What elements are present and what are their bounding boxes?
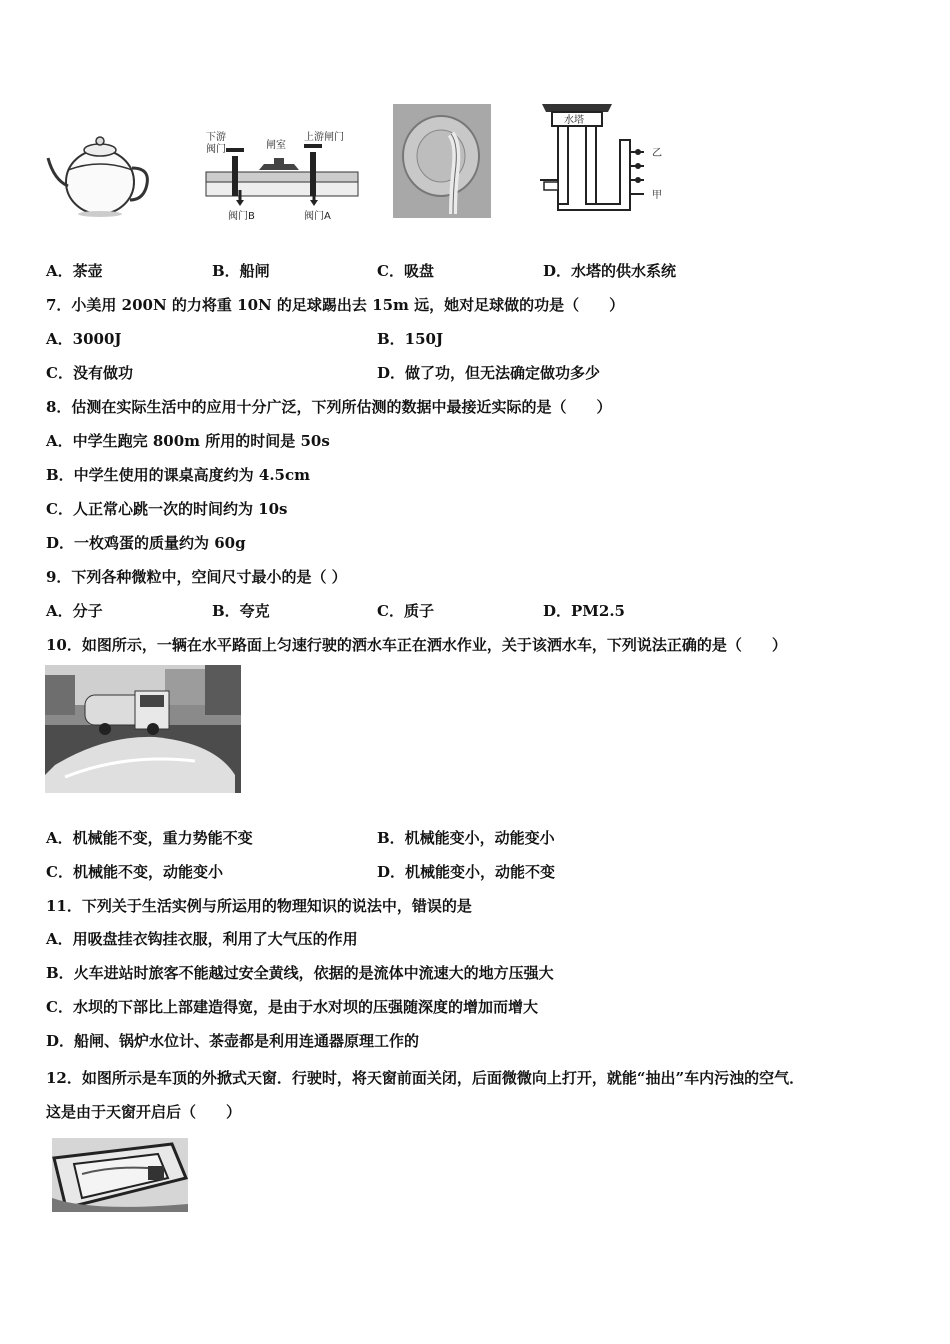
- q10-option-c[interactable]: C．机械能不变，动能变小: [46, 863, 223, 881]
- sunroof-photo: [52, 1138, 188, 1212]
- suction-cup-photo: [393, 104, 491, 218]
- q10-option-d[interactable]: D．机械能变小，动能不变: [377, 863, 556, 881]
- ship-lock-figure: [204, 128, 360, 222]
- q9-option-c[interactable]: C．质子: [377, 602, 434, 620]
- q7-stem: 7．小美用 200N 的力将重 10N 的足球踢出去 15m 远，她对足球做的功是（ ）: [46, 296, 625, 314]
- q11-option-c[interactable]: C．水坝的下部比上部建造得宽，是由于水对坝的压强随深度的增加而增大: [46, 998, 538, 1016]
- q12-stem-line1: 12．如图所示是车顶的外掀式天窗．行驶时，将天窗前面关闭，后面微微向上打开，就能“抽出”车内污浊的空气．: [46, 1069, 805, 1087]
- yi-label: 乙: [652, 148, 662, 159]
- q10-option-a[interactable]: A．机械能不变，重力势能不变: [46, 829, 253, 847]
- q9-stem: 9．下列各种微粒中，空间尺寸最小的是（ ）: [46, 568, 347, 586]
- q6-option-d[interactable]: D．水塔的供水系统: [543, 262, 677, 280]
- q6-option-a[interactable]: A．茶壶: [46, 262, 103, 280]
- water-tower-figure: [538, 100, 678, 214]
- q10-stem: 10．如图所示，一辆在水平路面上匀速行驶的洒水车正在洒水作业，关于该洒水车，下列说法正确的是（ ）: [46, 636, 787, 654]
- q7-option-d[interactable]: D．做了功，但无法确定做功多少: [377, 364, 601, 382]
- valve-b-label: 阀门B: [228, 211, 255, 222]
- q8-option-d[interactable]: D．一枚鸡蛋的质量约为 60g: [46, 534, 246, 552]
- q11-option-d[interactable]: D．船闸、锅炉水位计、茶壶都是利用连通器原理工作的: [46, 1032, 420, 1050]
- chamber-label: 闸室: [266, 140, 286, 151]
- lower-gate-label: 下游: [206, 132, 226, 143]
- sprinkler-truck-photo: [45, 665, 241, 793]
- q9-option-b[interactable]: B．夸克: [212, 602, 270, 620]
- tower-label: 水塔: [564, 115, 584, 126]
- q10-option-b[interactable]: B．机械能变小，动能变小: [377, 829, 555, 847]
- q7-option-a[interactable]: A．3000J: [46, 330, 122, 348]
- q8-option-c[interactable]: C．人正常心跳一次的时间约为 10s: [46, 500, 288, 518]
- q11-option-a[interactable]: A．用吸盘挂衣钩挂衣服，利用了大气压的作用: [46, 930, 358, 948]
- teapot-figure: [44, 128, 154, 220]
- q8-option-b[interactable]: B．中学生使用的课桌高度约为 4.5cm: [46, 466, 311, 484]
- q8-stem: 8．估测在实际生活中的应用十分广泛，下列所估测的数据中最接近实际的是（ ）: [46, 398, 612, 416]
- q8-option-a[interactable]: A．中学生跑完 800m 所用的时间是 50s: [46, 432, 330, 450]
- jia-label: 甲: [652, 190, 662, 201]
- q9-option-d[interactable]: D．PM2.5: [543, 602, 625, 620]
- q7-option-b[interactable]: B．150J: [377, 330, 444, 348]
- q11-stem: 11．下列关于生活实例与所运用的物理知识的说法中，错误的是: [46, 897, 472, 915]
- valve-a-label: 阀门A: [304, 211, 331, 222]
- q6-option-b[interactable]: B．船闸: [212, 262, 270, 280]
- lower-gate-label-2: 阀门: [206, 144, 226, 155]
- q7-option-c[interactable]: C．没有做功: [46, 364, 133, 382]
- q9-option-a[interactable]: A．分子: [46, 602, 103, 620]
- q11-option-b[interactable]: B．火车进站时旅客不能越过安全黄线，依据的是流体中流速大的地方压强大: [46, 964, 554, 982]
- upper-gate-label: 上游闸门: [304, 132, 344, 143]
- q6-option-c[interactable]: C．吸盘: [377, 262, 434, 280]
- q12-stem-line2: 这是由于天窗开启后（ ）: [46, 1103, 242, 1121]
